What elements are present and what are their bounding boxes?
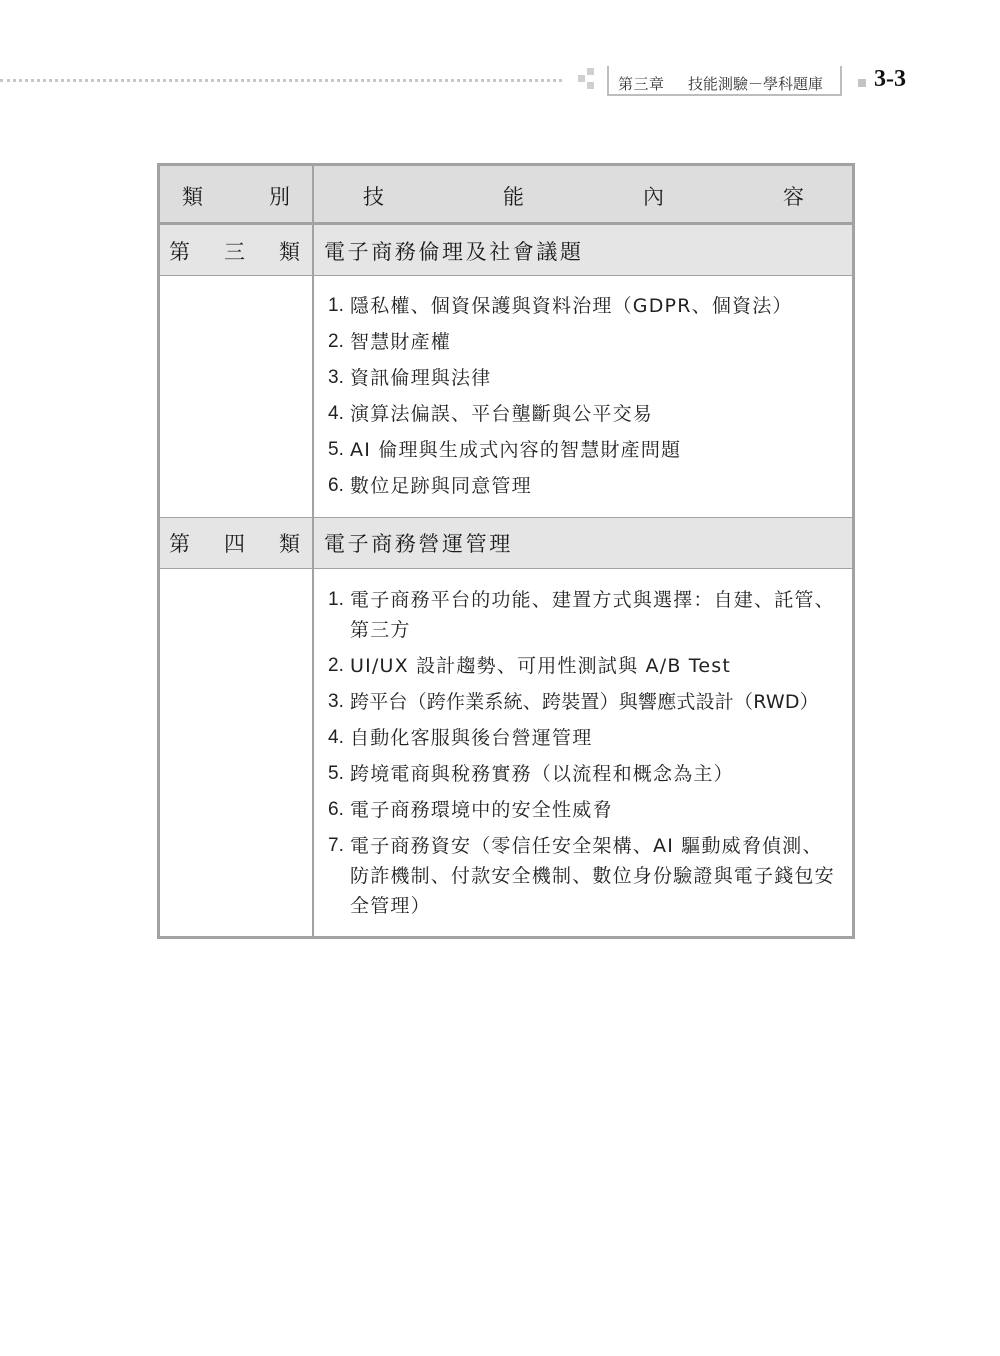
- header-square-mark: [587, 82, 594, 89]
- header-skill-char: 技: [363, 184, 384, 209]
- item-number: 1.: [328, 589, 344, 610]
- skill-list: [328, 291, 838, 507]
- item-text: 跨境電商與稅務實務（以流程和概念為主）: [350, 763, 734, 785]
- skill-list: [328, 585, 843, 927]
- header-chapter: 第三章: [618, 75, 665, 93]
- header-category-char: 類: [182, 184, 203, 209]
- header-skill-char: 能: [503, 184, 524, 209]
- item-number: 4.: [328, 727, 344, 748]
- item-number: 5.: [328, 439, 344, 460]
- item-number: 6.: [328, 799, 344, 820]
- category-title: 電子商務倫理及社會議題: [324, 239, 584, 264]
- item-number: 4.: [328, 403, 344, 424]
- header-skill-content: [314, 166, 852, 225]
- category-char: 三: [224, 239, 245, 264]
- item-number: 1.: [328, 295, 344, 316]
- item-text: 電子商務環境中的安全性威脅: [350, 799, 613, 821]
- header-title: 技能測驗－學科題庫: [688, 75, 824, 93]
- header-square-mark: [587, 68, 594, 75]
- list-item: [328, 585, 843, 645]
- item-text: 隱私權、個資保護與資料治理（GDPR、個資法）: [350, 295, 793, 317]
- header-dotted-rule: [0, 79, 562, 82]
- list-item: [328, 723, 843, 753]
- category-label: [160, 225, 312, 276]
- column-divider: [312, 166, 314, 936]
- item-number: 2.: [328, 331, 344, 352]
- item-number: 3.: [328, 367, 344, 388]
- list-item: [328, 291, 838, 321]
- category-char: 類: [279, 239, 300, 264]
- list-item: [328, 399, 838, 429]
- item-text: 智慧財產權: [350, 331, 452, 353]
- header-category-char: 別: [269, 184, 290, 209]
- list-item: [328, 759, 843, 789]
- page-number-mark: [858, 79, 866, 87]
- item-number: 7.: [328, 835, 344, 856]
- item-text: 跨平台（跨作業系統、跨裝置）與響應式設計（RWD）: [350, 691, 819, 713]
- item-text: 演算法偏誤、平台壟斷與公平交易: [350, 403, 654, 425]
- header-skill-char: 內: [643, 184, 664, 209]
- list-item: [328, 471, 838, 501]
- item-text: 電子商務平台的功能、建置方式與選擇：自建、託管、第三方: [350, 589, 835, 641]
- category-char: 四: [224, 532, 245, 556]
- item-text: 電子商務資安（零信任安全架構、AI 驅動威脅偵測、防詐機制、付款安全機制、數位身份驗證與電子錢包安全管理）: [350, 835, 835, 917]
- list-item: [328, 651, 843, 681]
- category-char: 第: [169, 532, 190, 556]
- category-title: 電子商務營運管理: [324, 532, 513, 556]
- item-text: 資訊倫理與法律: [350, 367, 492, 389]
- header-skill-char: 容: [783, 184, 804, 209]
- category-char: 類: [279, 532, 300, 556]
- category-label: [160, 517, 312, 569]
- header-category: [160, 166, 312, 225]
- category-char: 第: [169, 239, 190, 264]
- list-item: [328, 435, 838, 465]
- skills-table: [157, 163, 855, 939]
- page-number: 3-3: [874, 66, 906, 92]
- item-number: 2.: [328, 655, 344, 676]
- item-text: AI 倫理與生成式內容的智慧財產問題: [350, 439, 682, 461]
- list-item: [328, 363, 838, 393]
- header-square-mark: [578, 75, 585, 82]
- list-item: [328, 831, 843, 921]
- item-number: 3.: [328, 691, 344, 712]
- item-number: 6.: [328, 475, 344, 496]
- item-text: 數位足跡與同意管理: [350, 475, 532, 497]
- item-text: UI/UX 設計趨勢、可用性測試與 A/B Test: [350, 655, 732, 677]
- list-item: [328, 327, 838, 357]
- item-number: 5.: [328, 763, 344, 784]
- list-item: [328, 795, 843, 825]
- item-text: 自動化客服與後台營運管理: [350, 727, 593, 749]
- list-item: [328, 687, 843, 717]
